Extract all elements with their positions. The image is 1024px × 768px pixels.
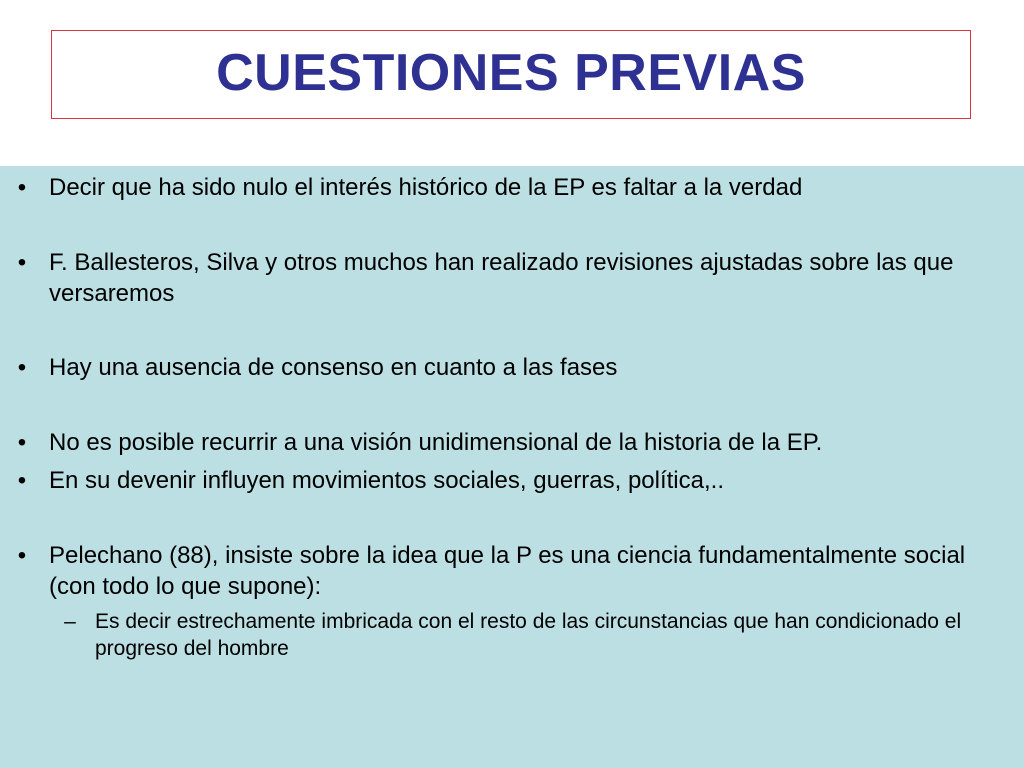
bullet-text: En su devenir influyen movimientos sociales, guerras, política,.. [49, 467, 724, 494]
content-area [0, 166, 1024, 768]
bullet-text: Hay una ausencia de consenso en cuanto a las fases [49, 354, 618, 381]
bullet-marker: • [17, 542, 27, 569]
bullet-marker: • [17, 467, 27, 494]
bullet-marker: • [17, 354, 27, 381]
bullet-text: No es posible recurrir a una visión unidimensional de la historia de la EP. [49, 429, 823, 456]
bullet-text: F. Ballesteros, Silva y otros muchos han realizado revisiones ajustadas sobre las que versaremos [49, 249, 954, 307]
bullet-marker: • [17, 429, 27, 456]
bullet-marker: • [17, 174, 27, 201]
bullet-marker: • [17, 249, 27, 276]
slide-title: CUESTIONES PREVIAS [216, 43, 806, 102]
bullet-text: Decir que ha sido nulo el interés histórico de la EP es faltar a la verdad [49, 174, 803, 201]
title-box [51, 30, 971, 119]
sub-bullet-text: Es decir estrechamente imbricada con el resto de las circunstancias que han condicionado el progreso del hombre [95, 610, 962, 660]
bullet-text: Pelechano (88), insiste sobre la idea que la P es una ciencia fundamentalmente social (con todo lo que supone): [49, 542, 966, 600]
sub-bullet-marker: – [64, 610, 76, 633]
